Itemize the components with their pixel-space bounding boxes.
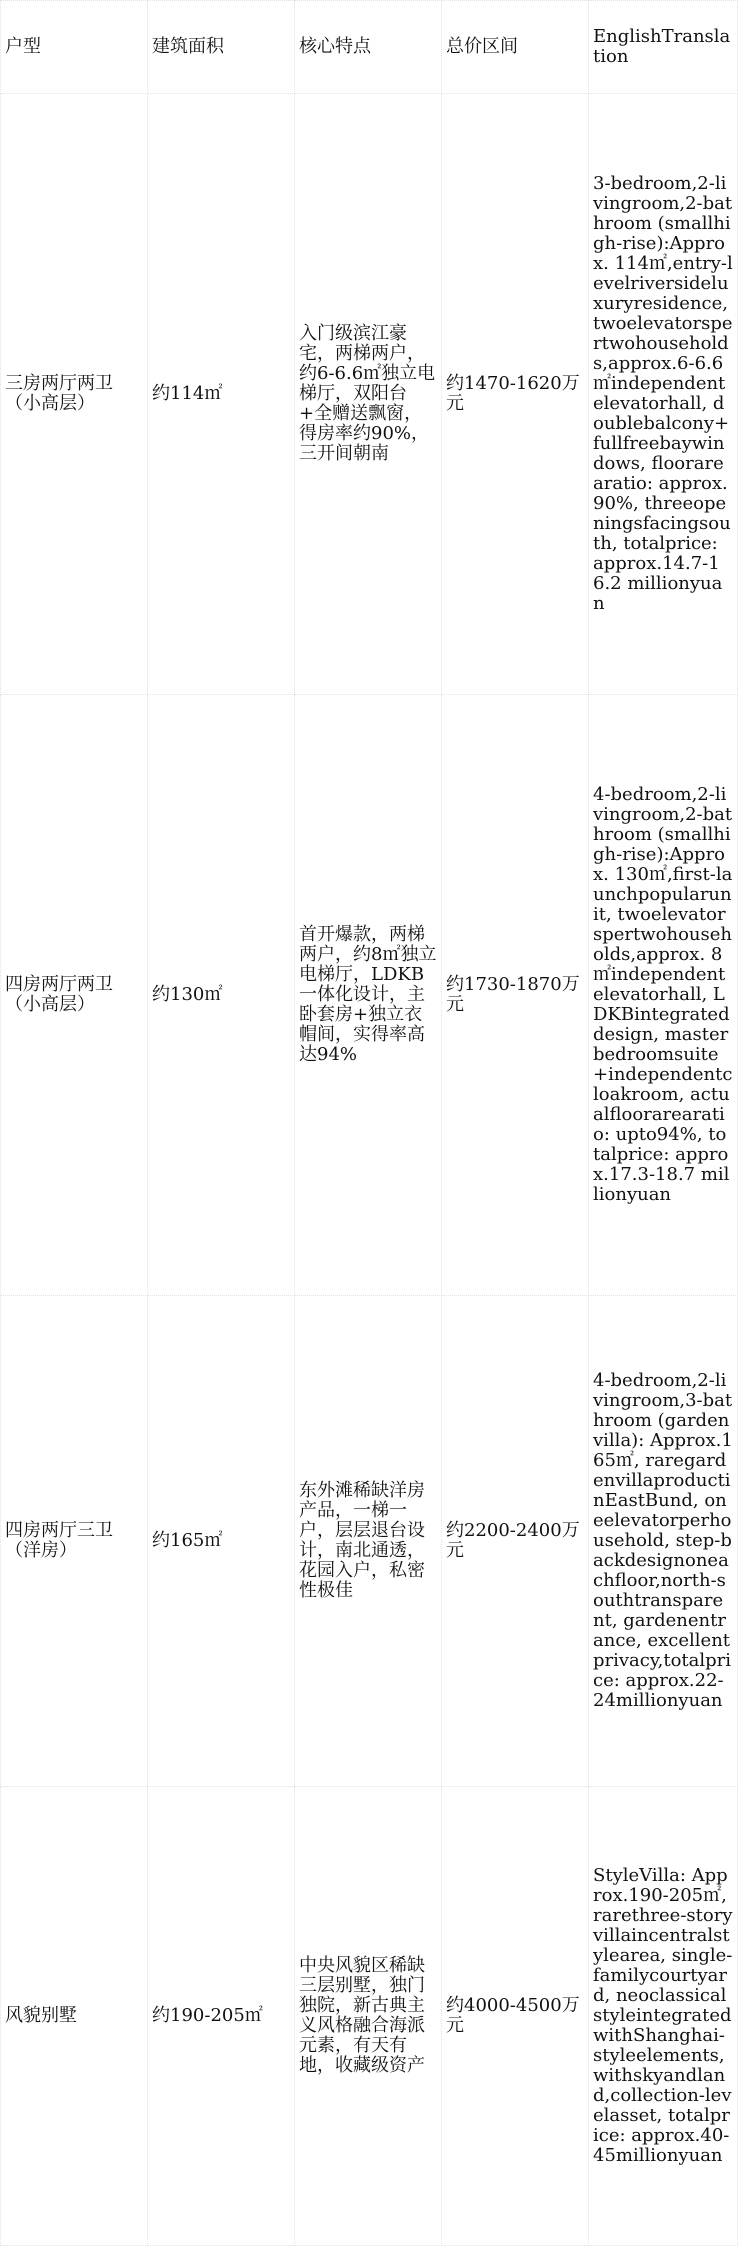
header-english-translation: EnglishTranslation xyxy=(589,1,738,94)
cell-price-range: 约1730-1870万元 xyxy=(442,695,589,1296)
cell-price-range: 约2200-2400万元 xyxy=(442,1296,589,1787)
table-header-row xyxy=(1,1,738,94)
cell-english-translation: 4-bedroom,2-livingroom,2-bathroom (smallhigh-rise):Approx. 130㎡,first-launchpopularunit, twoelevatorspertwohouseholds,approx. 8㎡independentelevatorhall, LDKBintegrateddesign, masterbedroomsuite+independentcloakroom, actualfloorarearatio: upto94%, totalprice: approx.17.3-18.7 millionyuan xyxy=(589,695,738,1296)
cell-floor-area: 约190-205㎡ xyxy=(148,1787,295,2246)
cell-floor-area: 约114㎡ xyxy=(148,94,295,695)
cell-unit-type: 四房两厅两卫（小高层） xyxy=(1,695,148,1296)
cell-unit-type: 三房两厅两卫（小高层） xyxy=(1,94,148,695)
header-core-features: 核心特点 xyxy=(295,1,442,94)
header-floor-area: 建筑面积 xyxy=(148,1,295,94)
cell-core-features: 中央风貌区稀缺三层别墅，独门独院，新古典主义风格融合海派元素，有天有地，收藏级资产 xyxy=(295,1787,442,2246)
cell-floor-area: 约130㎡ xyxy=(148,695,295,1296)
cell-price-range: 约1470-1620万元 xyxy=(442,94,589,695)
cell-english-translation: 4-bedroom,2-livingroom,3-bathroom (gardenvilla): Approx.165㎡, raregardenvillaproductinEastBund, oneelevatorperhousehold, step-backdesignoneachfloor,north-southtransparent, gardenentrance, excellentprivacy,totalprice: approx.22-24millionyuan xyxy=(589,1296,738,1787)
cell-english-translation: 3-bedroom,2-livingroom,2-bathroom (smallhigh-rise):Approx. 114㎡,entry-levelriversideluxuryresidence, twoelevatorspertwohouseholds,approx.6-6.6 ㎡independentelevatorhall, doublebalcony+fullfreebaywindows, floorarearatio: approx.90%, threeopeningsfacingsouth, totalprice: approx.14.7-16.2 millionyuan xyxy=(589,94,738,695)
header-unit-type: 户型 xyxy=(1,1,148,94)
cell-price-range: 约4000-4500万元 xyxy=(442,1787,589,2246)
cell-unit-type: 风貌别墅 xyxy=(1,1787,148,2246)
header-price-range: 总价区间 xyxy=(442,1,589,94)
table-row xyxy=(1,94,738,695)
table-row xyxy=(1,1787,738,2246)
cell-english-translation: StyleVilla: Approx.190-205㎡, rarethree-storyvillaincentralstylearea, single-familycourtyard, neoclassicalstyleintegratedwithShanghai-styleelements, withskyandland,collection-levelasset, totalprice: approx.40-45millionyuan xyxy=(589,1787,738,2246)
table-row xyxy=(1,1296,738,1787)
cell-core-features: 首开爆款，两梯两户，约8㎡独立电梯厅，LDKB一体化设计，主卧套房+独立衣帽间，实得率高达94% xyxy=(295,695,442,1296)
cell-core-features: 东外滩稀缺洋房产品，一梯一户，层层退台设计，南北通透，花园入户，私密性极佳 xyxy=(295,1296,442,1787)
cell-unit-type: 四房两厅三卫（洋房） xyxy=(1,1296,148,1787)
table-row xyxy=(1,695,738,1296)
cell-floor-area: 约165㎡ xyxy=(148,1296,295,1787)
cell-core-features: 入门级滨江豪宅，两梯两户，约6-6.6㎡独立电梯厅，双阳台+全赠送飘窗，得房率约90%，三开间朝南 xyxy=(295,94,442,695)
